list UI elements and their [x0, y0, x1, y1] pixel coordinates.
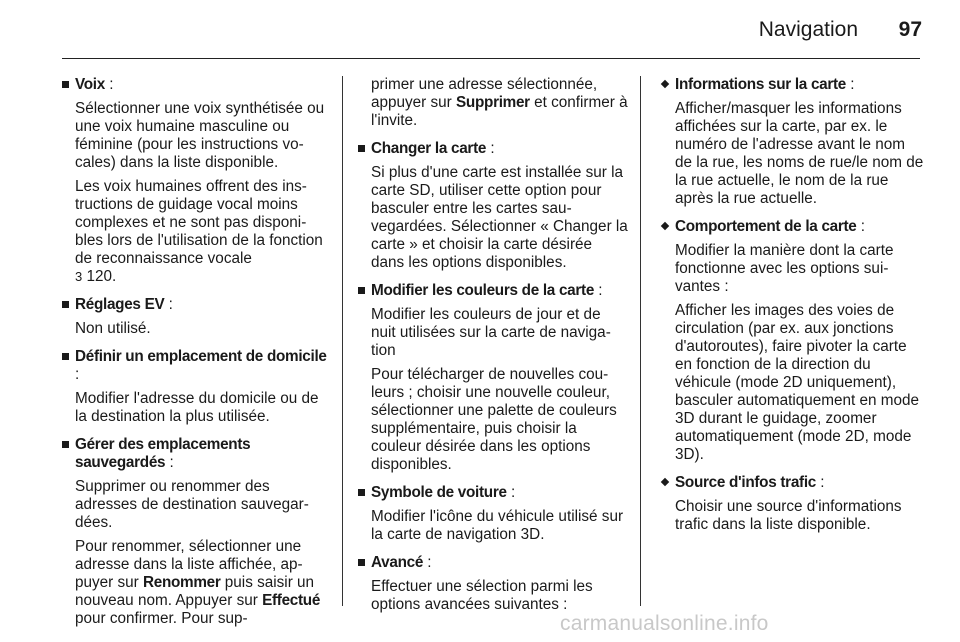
- paragraph: Pour renommer, sélectionner une adresse dans la liste affichée, appuyer sur Renommer puis saisir un nouveau nom. Appuyer sur Effectué pour confirmer. Pour sup-: [75, 538, 321, 627]
- paragraph: Modifier l'adresse du domicile ou de la destination la plus utilisée.: [75, 390, 319, 425]
- column-2: [358, 76, 628, 614]
- button-name-supprimer: Supprimer: [456, 94, 530, 111]
- list-item-reglages-ev: Réglages EV : Non utilisé.: [62, 296, 328, 338]
- term-voix: Voix: [75, 76, 105, 93]
- paragraph: Si plus d'une carte est installée sur la carte SD, utiliser cette option pour basculer entre les cartes sauvegardées. Sélectionner « Changer la carte » et choisir la carte désirée dans les options disponibles.: [371, 164, 628, 271]
- square-bullet-icon: [358, 489, 365, 496]
- list-item-couleurs: Modifier les couleurs de la carte : Modifier les couleurs de jour et de nuit utilisées sur la carte de navigation Pour télécharger de nouvelles couleurs ; choisir une nouvelle couleur, sélectionner une palette de couleurs supplémentaire, puis choisir la couleur désirée dans les options disponibles.: [358, 282, 628, 474]
- term-trafic: Source d'infos trafic: [675, 474, 816, 491]
- column-divider: [640, 76, 641, 606]
- square-bullet-icon: [358, 145, 365, 152]
- list-item-symbole: Symbole de voiture : Modifier l'icône du véhicule utilisé sur la carte de navigation 3D.: [358, 484, 628, 544]
- term-avance: Avancé: [371, 554, 424, 571]
- list-item-domicile: Définir un emplacement de domicile : Modifier l'adresse du domicile ou de la destination la plus utilisée.: [62, 348, 328, 426]
- page-header: [0, 0, 960, 60]
- term-informations: Informations sur la carte: [675, 76, 847, 93]
- paragraph: Sélectionner une voix synthétisée ou une voix humaine masculine ou féminine (pour les instructions vocales) dans la liste disponible.: [75, 100, 325, 171]
- term-domicile: Définir un emplacement de domicile: [75, 348, 327, 365]
- reference-arrow-icon: 3: [75, 269, 83, 284]
- paragraph: Effectuer une sélection parmi les options avancées suivantes :: [371, 578, 593, 613]
- term-comportement: Comportement de la carte: [675, 218, 857, 235]
- square-bullet-icon: [62, 301, 69, 308]
- paragraph: Non utilisé.: [75, 320, 151, 337]
- sub-item-comportement: Comportement de la carte : Modifier la manière dont la carte fonctionne avec les options suivantes : Afficher les images des voies de circulation (par ex. aux jonctions d'autoroutes), faire pivoter la carte en fonction de la direction du véhicule (mode 2D uniquement), basculer automatiquement en mode 3D durant le guidage, zoomer automatiquement (mode 2D, mode 3D).: [662, 218, 924, 464]
- paragraph: Modifier l'icône du véhicule utilisé sur la carte de navigation 3D.: [371, 508, 624, 543]
- column-3: [662, 76, 924, 534]
- paragraph: Afficher/masquer les informations affichées sur la carte, par ex. le numéro de l'adresse avant le nom de la rue, les noms de rue/le nom de la rue actuelle, le nom de la rue après la rue actuelle.: [675, 100, 924, 207]
- diamond-bullet-icon: [661, 478, 669, 486]
- page-number: 97: [898, 18, 922, 41]
- continued-paragraph: primer une adresse sélectionnée, appuyer sur Supprimer et confirmer à l'invite.: [371, 76, 628, 129]
- paragraph: Supprimer ou renommer des adresses de destination sauvegardées.: [75, 478, 309, 531]
- paragraph: Afficher les images des voies de circulation (par ex. aux jonctions d'autoroutes), faire pivoter la carte en fonction de la direction du véhicule (mode 2D uniquement), basculer automatiquement en mode 3D durant le guidage, zoomer automatiquement (mode 2D, mode 3D).: [675, 302, 920, 463]
- list-item-avance: Avancé : Effectuer une sélection parmi les options avancées suivantes :: [358, 554, 628, 614]
- header-rule: [62, 58, 920, 59]
- term-reglages-ev: Réglages EV: [75, 296, 165, 313]
- term-couleurs: Modifier les couleurs de la carte: [371, 282, 595, 299]
- paragraph: Modifier la manière dont la carte fonctionne avec les options suivantes :: [675, 242, 894, 295]
- sub-item-trafic: Source d'infos trafic : Choisir une source d'informations trafic dans la liste disponible.: [662, 474, 924, 534]
- button-name-renommer: Renommer: [143, 574, 221, 591]
- square-bullet-icon: [358, 559, 365, 566]
- term-emplacements: Gérer des emplacements sauvegardés: [75, 436, 251, 471]
- paragraph: Pour télécharger de nouvelles couleurs ; choisir une nouvelle couleur, sélectionner une palette de couleurs supplémentaire, puis choisir la couleur désirée dans les options disponibles.: [371, 366, 617, 473]
- diamond-bullet-icon: [661, 80, 669, 88]
- page-reference: 120.: [82, 268, 117, 285]
- watermark: carmanualsonline.info: [560, 612, 769, 635]
- paragraph: Les voix humaines offrent des instructions de guidage vocal moins complexes et ne sont pas disponibles lors de l'utilisation de la fonction de reconnaissance vocale 3 120.: [75, 178, 323, 285]
- square-bullet-icon: [62, 441, 69, 448]
- paragraph: Modifier les couleurs de jour et de nuit utilisées sur la carte de navigation: [371, 306, 611, 359]
- button-name-effectue: Effectué: [262, 592, 321, 609]
- diamond-bullet-icon: [661, 222, 669, 230]
- header-title: Navigation: [758, 18, 858, 41]
- term-symbole: Symbole de voiture: [371, 484, 507, 501]
- list-item-changer-carte: Changer la carte : Si plus d'une carte est installée sur la carte SD, utiliser cette option pour basculer entre les cartes sauvegardées. Sélectionner « Changer la carte » et choisir la carte désirée dans les options disponibles.: [358, 140, 628, 272]
- square-bullet-icon: [358, 287, 365, 294]
- list-item-emplacements: Gérer des emplacements sauvegardés : Supprimer ou renommer des adresses de destination sauvegardées. Pour renommer, sélectionner une adresse dans la liste affichée, appuyer sur Renommer puis saisir un nouveau nom. Appuyer sur Effectué pour confirmer. Pour sup-: [62, 436, 328, 628]
- sub-item-informations: Informations sur la carte : Afficher/masquer les informations affichées sur la carte, par ex. le numéro de l'adresse avant le nom de la rue, les noms de rue/le nom de la rue actuelle, le nom de la rue après la rue actuelle.: [662, 76, 924, 208]
- column-1: [62, 76, 328, 628]
- square-bullet-icon: [62, 81, 69, 88]
- term-changer-carte: Changer la carte: [371, 140, 487, 157]
- list-item-voix: Voix : Sélectionner une voix synthétisée ou une voix humaine masculine ou féminine (pour les instructions vocales) dans la liste disponible. Les voix humaines offrent des instructions de guidage vocal moins complexes et ne sont pas disponibles lors de l'utilisation de la fonction de reconnaissance vocale 3 120.: [62, 76, 328, 286]
- column-divider: [342, 76, 343, 606]
- square-bullet-icon: [62, 353, 69, 360]
- paragraph: Choisir une source d'informations trafic dans la liste disponible.: [675, 498, 902, 533]
